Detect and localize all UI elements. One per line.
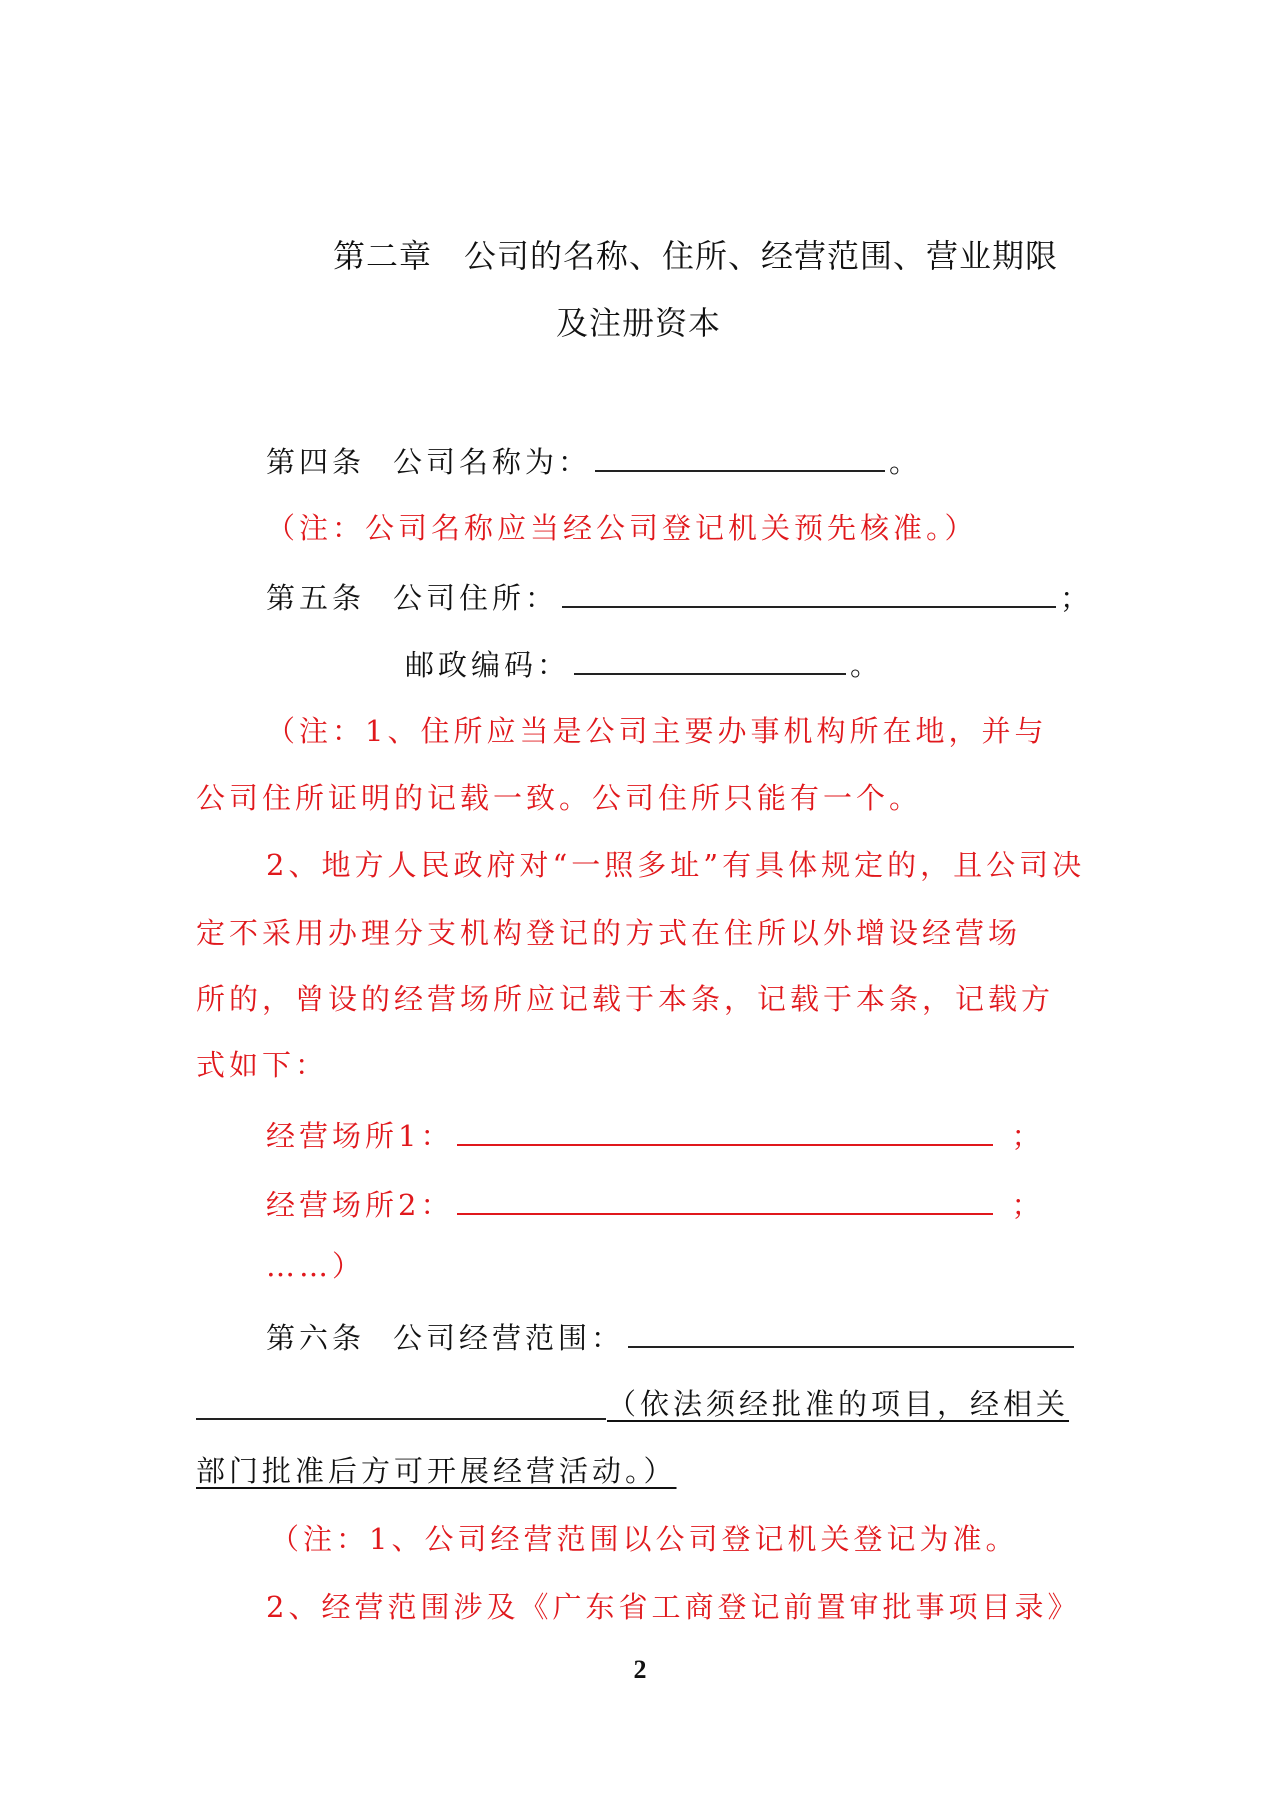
address-label: 公司住所： <box>393 581 559 615</box>
business-scope-continuation-2: 部门批准后方可开展经营活动。） <box>196 1454 677 1488</box>
business-site-1-field[interactable] <box>457 1114 993 1146</box>
punctuation: ； <box>1011 1119 1045 1153</box>
company-name-field[interactable] <box>595 440 885 472</box>
article-6 <box>266 1316 1078 1356</box>
business-scope-field-continuation[interactable] <box>196 1418 606 1420</box>
business-scope-continuation-1: （依法须经批准的项目，经相关 <box>607 1387 1070 1421</box>
article-6-note-line: （注：1、公司经营范围以公司登记机关登记为准。 <box>270 1522 1019 1556</box>
chapter-title-text: 公司的名称、住所、经营范围、营业期限 <box>464 237 1059 275</box>
postcode-field[interactable] <box>574 643 846 675</box>
company-name-label: 公司名称为： <box>393 445 592 479</box>
business-site-1 <box>266 1114 1044 1154</box>
article-5-note-line: 定不采用办理分支机构登记的方式在住所以外增设经营场 <box>196 916 1022 950</box>
chapter-title-line2: 及注册资本 <box>556 304 722 342</box>
chapter-title-line1 <box>333 236 1058 276</box>
article-4 <box>266 440 922 480</box>
business-site-2 <box>266 1183 1044 1223</box>
chapter-number: 第二章 <box>333 237 433 275</box>
article-5-note-line: 式如下： <box>196 1048 329 1082</box>
company-address-field[interactable] <box>562 576 1056 608</box>
article-5-label: 第五条 <box>266 581 366 615</box>
ellipsis: ……） <box>266 1249 366 1283</box>
business-scope-label: 公司经营范围： <box>393 1321 625 1355</box>
punctuation: 。 <box>889 445 923 479</box>
article-5-note-line: 公司住所证明的记载一致。公司住所只能有一个。 <box>196 781 923 815</box>
article-5-note-line: 2、地方人民政府对“一照多址”有具体规定的，且公司决 <box>266 848 1086 882</box>
article-6-label: 第六条 <box>266 1321 366 1355</box>
business-site-2-field[interactable] <box>457 1183 993 1215</box>
business-site-1-label: 经营场所1： <box>266 1119 454 1153</box>
punctuation: 。 <box>850 648 884 682</box>
article-6-note-line: 2、经营范围涉及《广东省工商登记前置审批事项目录》 <box>266 1590 1081 1624</box>
article-5-note-line: 所的，曾设的经营场所应记载于本条，记载于本条，记载方 <box>196 982 1055 1016</box>
article-5-address <box>266 576 1093 616</box>
article-5-postcode <box>405 643 883 683</box>
postcode-label: 邮政编码： <box>405 648 571 682</box>
punctuation: ； <box>1011 1188 1045 1222</box>
business-scope-field[interactable] <box>628 1316 1074 1348</box>
article-5-note-line: （注：1、住所应当是公司主要办事机构所在地，并与 <box>266 714 1048 748</box>
punctuation: ； <box>1060 581 1094 615</box>
business-site-2-label: 经营场所2： <box>266 1188 454 1222</box>
page-number: 2 <box>633 1655 647 1684</box>
article-4-label: 第四条 <box>266 445 366 479</box>
article-4-note: （注：公司名称应当经公司登记机关预先核准。） <box>266 511 978 545</box>
